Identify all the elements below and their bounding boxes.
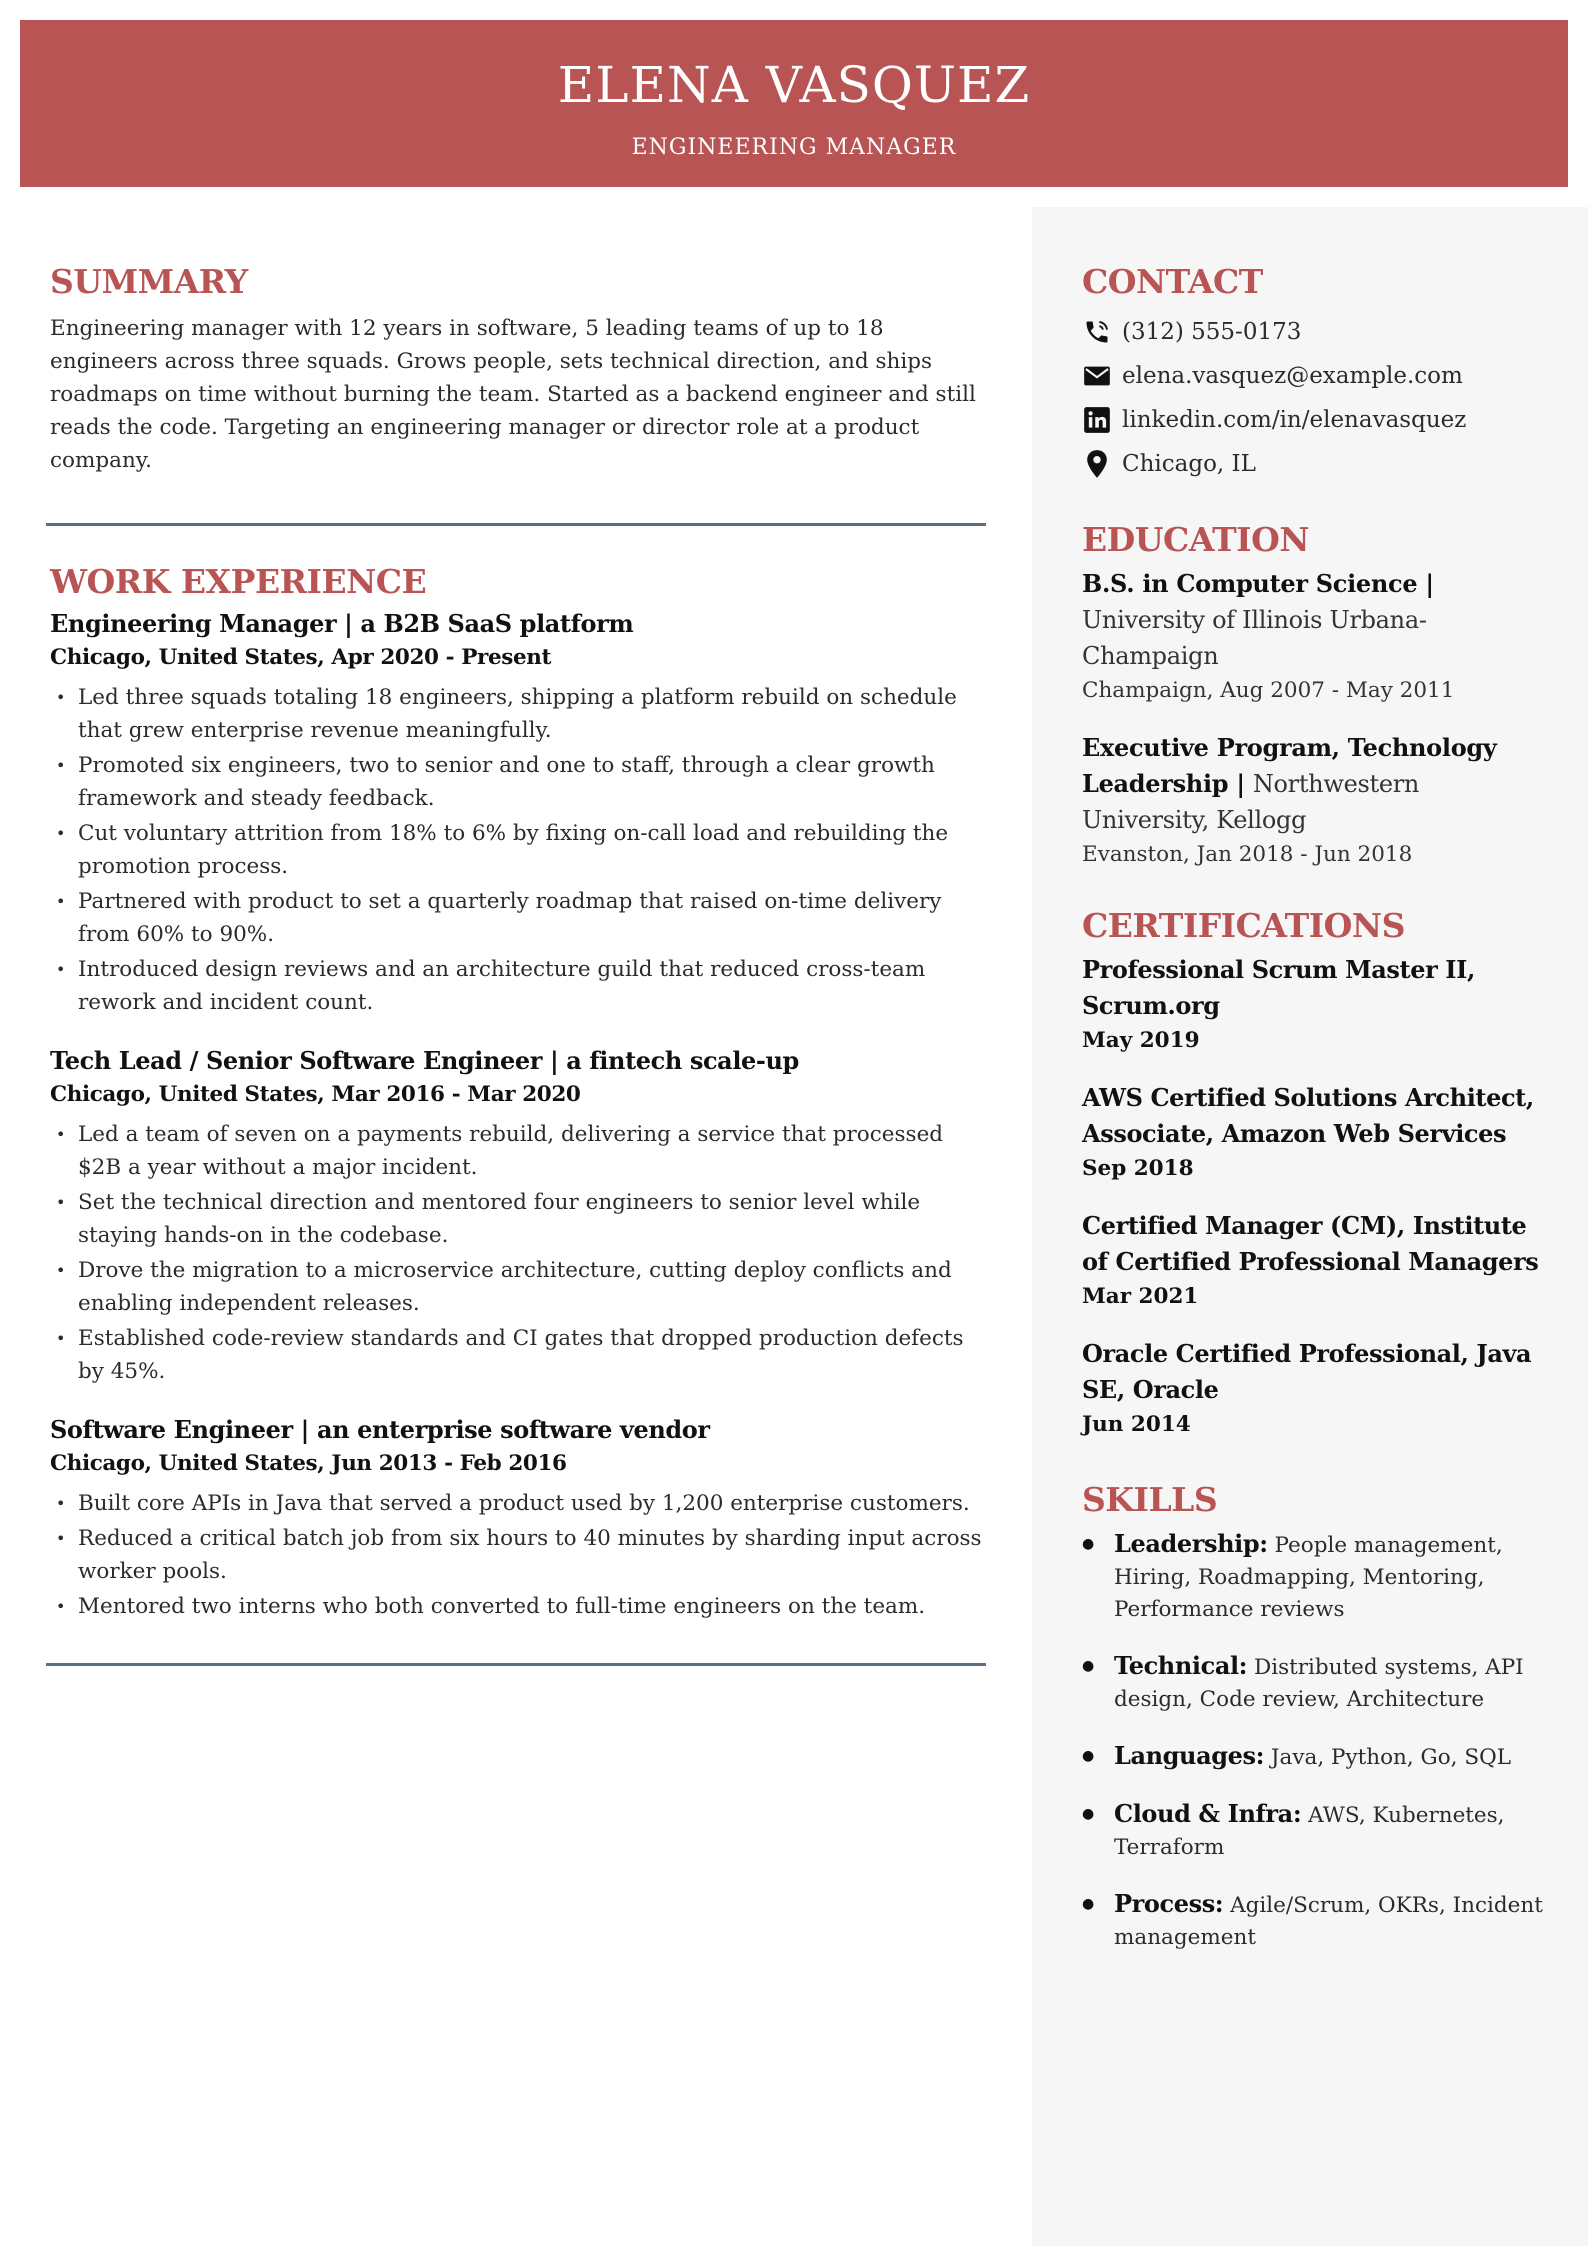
list-item: • Reduced a critical batch job from six hours to 40 minutes by sharding input across worker pools. [50,1522,985,1588]
certification-name: Certified Manager (CM), Institute of Certified Professional Managers [1082,1211,1539,1276]
contact-heading: CONTACT [1082,262,1263,301]
section-divider [46,523,986,526]
contact-list [1082,310,1552,486]
phone-icon [1082,317,1112,347]
skills-heading: SKILLS [1082,1480,1218,1519]
certification-entry [1082,1080,1552,1186]
certification-name: Professional Scrum Master II, Scrum.org [1082,955,1475,1020]
skill-label: Technical: [1114,1651,1248,1680]
job-title: Tech Lead / Senior Software Engineer | a fintech scale-up [50,1046,799,1075]
skill-label: Cloud & Infra: [1114,1799,1302,1828]
skill-label: Leadership: [1114,1529,1268,1558]
email-icon [1082,361,1112,391]
candidate-title: ENGINEERING MANAGER [631,135,957,160]
linkedin-icon [1082,405,1112,435]
list-item: • Cut voluntary attrition from 18% to 6% by fixing on-call load and rebuilding the promotion process. [50,817,985,883]
sidebar-column [1082,262,1552,1978]
list-item: • Drove the migration to a microservice architecture, cutting deploy conflicts and enabling independent releases. [50,1254,985,1320]
contact-email [1082,354,1552,398]
education-meta: Evanston, Jan 2018 - Jun 2018 [1082,842,1413,867]
list-item: • Led a team of seven on a payments rebuild, delivering a service that processed $2B a year without a major incident. [50,1118,985,1184]
certification-entry [1082,952,1552,1058]
education-entry [1082,566,1552,708]
separator: | [1228,769,1253,798]
location-pin-icon [1082,449,1112,479]
school: University of Illinois Urbana-Champaign [1082,606,1427,670]
experience-heading: WORK EXPERIENCE [50,562,427,601]
phone-text: (312) 555-0173 [1122,319,1302,345]
education-title [1082,730,1552,838]
skill-value: Distributed systems, API design, Code review, Architecture [1114,1655,1524,1712]
certification-date: Mar 2021 [1082,1284,1199,1309]
certification-entry [1082,1208,1552,1314]
separator: | [1417,569,1434,598]
skill-value: AWS, Kubernetes, Terraform [1114,1803,1505,1860]
education-meta: Champaign, Aug 2007 - May 2011 [1082,678,1455,703]
list-item [1082,1798,1552,1864]
certification-name: Oracle Certified Professional, Java SE, Oracle [1082,1339,1532,1404]
section-divider [46,1663,986,1666]
education-entry [1082,730,1552,872]
job-meta: Chicago, United States, Apr 2020 - Present [50,645,552,670]
job-entry [50,1043,985,1388]
list-item: • Built core APIs in Java that served a product used by 1,200 enterprise customers. [50,1487,985,1520]
list-item: • Partnered with product to set a quarterly roadmap that raised on-time delivery from 60% to 90%. [50,885,985,951]
contact-phone [1082,310,1552,354]
job-title: Software Engineer | an enterprise software vendor [50,1415,710,1444]
certifications-heading: CERTIFICATIONS [1082,906,1405,945]
certification-entry [1082,1336,1552,1442]
education-heading: EDUCATION [1082,520,1310,559]
degree: B.S. in Computer Science [1082,569,1418,598]
linkedin-text: linkedin.com/in/elenavasquez [1122,407,1467,433]
list-item [1082,1528,1552,1626]
main-column [50,262,985,1666]
email-text: elena.vasquez@example.com [1122,363,1463,389]
job-bullets [50,1118,985,1388]
list-item: • Established code-review standards and CI gates that dropped production defects by 45%. [50,1322,985,1388]
school: Northwestern University, Kellogg [1082,770,1420,834]
skill-value: People management, Hiring, Roadmapping, Mentoring, Performance reviews [1114,1533,1503,1622]
certification-date: Sep 2018 [1082,1156,1194,1181]
job-meta: Chicago, United States, Jun 2013 - Feb 2016 [50,1451,567,1476]
list-item: • Introduced design reviews and an architecture guild that reduced cross-team rework and incident count. [50,953,985,1019]
resume-header [20,20,1568,187]
skill-label: Languages: [1114,1741,1265,1770]
list-item: • Led three squads totaling 18 engineers, shipping a platform rebuild on schedule that grew enterprise revenue meaningfully. [50,681,985,747]
list-item [1082,1888,1552,1954]
list-item [1082,1740,1552,1774]
list-item: • Set the technical direction and mentored four engineers to senior level while staying hands-on in the codebase. [50,1186,985,1252]
job-entry [50,1412,985,1623]
job-bullets [50,1487,985,1623]
degree: Executive Program, Technology Leadership [1082,733,1497,798]
skill-value: Java, Python, Go, SQL [1264,1745,1511,1770]
certification-date: May 2019 [1082,1028,1200,1053]
skill-value: Agile/Scrum, OKRs, Incident management [1114,1893,1543,1950]
location-text: Chicago, IL [1122,451,1256,477]
list-item [1082,1650,1552,1716]
education-title [1082,566,1552,674]
contact-linkedin [1082,398,1552,442]
job-bullets [50,681,985,1019]
candidate-name: ELENA VASQUEZ [557,56,1031,114]
job-meta: Chicago, United States, Mar 2016 - Mar 2020 [50,1082,581,1107]
summary-heading: SUMMARY [50,262,248,301]
job-entry [50,606,985,1019]
skill-label: Process: [1114,1889,1224,1918]
contact-location [1082,442,1552,486]
job-title: Engineering Manager | a B2B SaaS platform [50,609,634,638]
certification-name: AWS Certified Solutions Architect, Associate, Amazon Web Services [1082,1083,1534,1148]
list-item: • Mentored two interns who both converted to full-time engineers on the team. [50,1590,985,1623]
skills-list [1082,1528,1552,1954]
list-item: • Promoted six engineers, two to senior and one to staff, through a clear growth framework and steady feedback. [50,749,985,815]
certification-date: Jun 2014 [1082,1412,1191,1437]
summary-text: Engineering manager with 12 years in software, 5 leading teams of up to 18 engineers across three squads. Grows people, sets technical direction, and ships roadmaps on time without burning the team. Started as a backend engineer and still reads the code. Targeting an engineering manager or director role at a product company. [50,316,976,473]
